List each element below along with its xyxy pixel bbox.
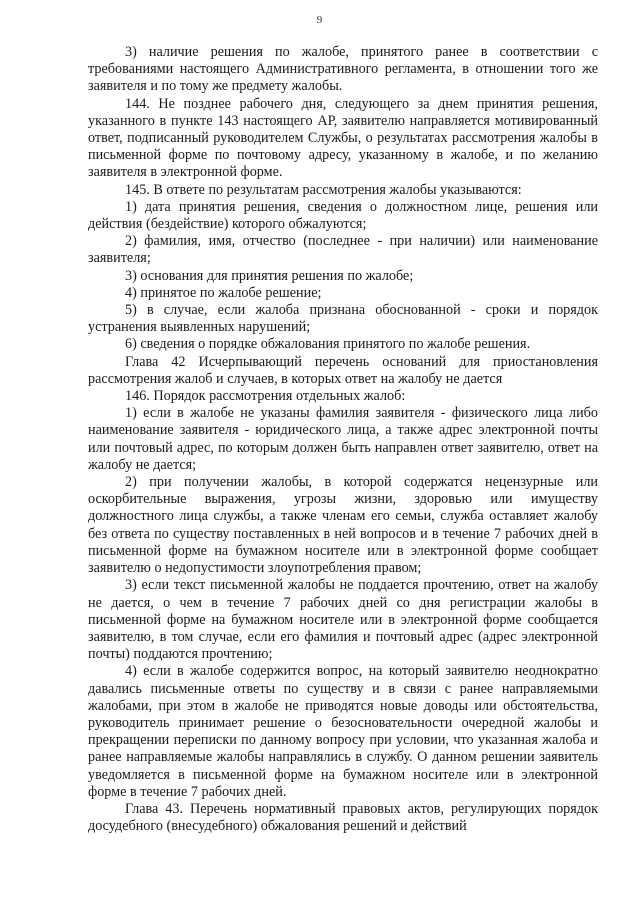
paragraph: 4) если в жалобе содержится вопрос, на который заявителю неоднократно давались письменные ответы по существу и в связи с ранее направляемыми жалобами, при этом в жалобе не приводятся новые доводы или обстоятельства, руководитель принимает решение о безосновательности очередной жалобы и прекращении переписки по данному вопросу при условии, что указанная жалоба и ранее направляемые жалобы направлялись в службу. О данном решении заявитель уведомляется в письменной форме на бумажном носителе или в электронной форме в течение 7 рабочих дней.	[88, 663, 598, 800]
paragraph: 2) при получении жалобы, в которой содержатся нецензурные или оскорбительные выражения, угрозы жизни, здоровью или имуществу должностного лица службы, а также членам его семьи, служба оставляет жалобу без ответа по существу поставленных в ней вопросов и в течение 7 рабочих дней в письменной форме на бумажном носителе или в электронной форме сообщает заявителю о недопустимости злоупотребления правом;	[88, 474, 598, 577]
paragraph: 5) в случае, если жалоба признана обоснованной - сроки и порядок устранения выявленных нарушений;	[88, 302, 598, 336]
paragraph: 3) основания для принятия решения по жалобе;	[125, 267, 414, 284]
paragraph: 4) принятое по жалобе решение;	[125, 284, 322, 301]
paragraph: 3) если текст письменной жалобы не поддается прочтению, ответ на жалобу не дается, о чем в течение 7 рабочих дней со дня регистрации жалобы в письменной форме на бумажном носителе или в электронной форме сообщается заявителю, в том случае, если его фамилия и почтовый адрес (адрес электронной почты) поддаются прочтению;	[88, 577, 598, 663]
chapter-heading: Глава 43. Перечень нормативный правовых актов, регулирующих порядок досудебного (внесудебного) обжалования решений и действий	[88, 800, 598, 835]
paragraph: 1) дата принятия решения, сведения о должностном лице, решения или действия (бездействие) которого обжалуются;	[88, 198, 598, 233]
paragraph: 145. В ответе по результатам рассмотрения жалобы указываются:	[125, 181, 522, 198]
paragraph: 3) наличие решения по жалобе, принятого ранее в соответствии с требованиями настоящего Административного регламента, в отношении того же заявителя и по тому же предмету жалобы.	[88, 44, 598, 95]
paragraph: 1) если в жалобе не указаны фамилия заявителя - физического лица либо наименование заявителя - юридического лица, а также адрес электронной почты или почтовый адрес, по которым должен быть направлен ответ заявителю, ответ на жалобу не дается;	[88, 405, 598, 473]
paragraph: 144. Не позднее рабочего дня, следующего за днем принятия решения, указанного в пункте 143 настоящего АР, заявителю направляется мотивированный ответ, подписанный руководителем Службы, о результатах рассмотрения жалобы в письменной форме по почтовому адресу, указанному в жалобе, и по желанию заявителя в электронной форме.	[88, 95, 598, 181]
paragraph: 146. Порядок рассмотрения отдельных жалоб:	[125, 388, 406, 405]
page-number: 9	[316, 14, 323, 26]
paragraph: 2) фамилия, имя, отчество (последнее - при наличии) или наименование заявителя;	[88, 233, 598, 267]
paragraph: 6) сведения о порядке обжалования принятого по жалобе решения.	[125, 336, 531, 353]
document-body	[88, 44, 598, 835]
chapter-heading: Глава 42 Исчерпывающий перечень оснований для приостановления рассмотрения жалоб и случаев, в которых ответ на жалобу не дается	[88, 353, 598, 387]
